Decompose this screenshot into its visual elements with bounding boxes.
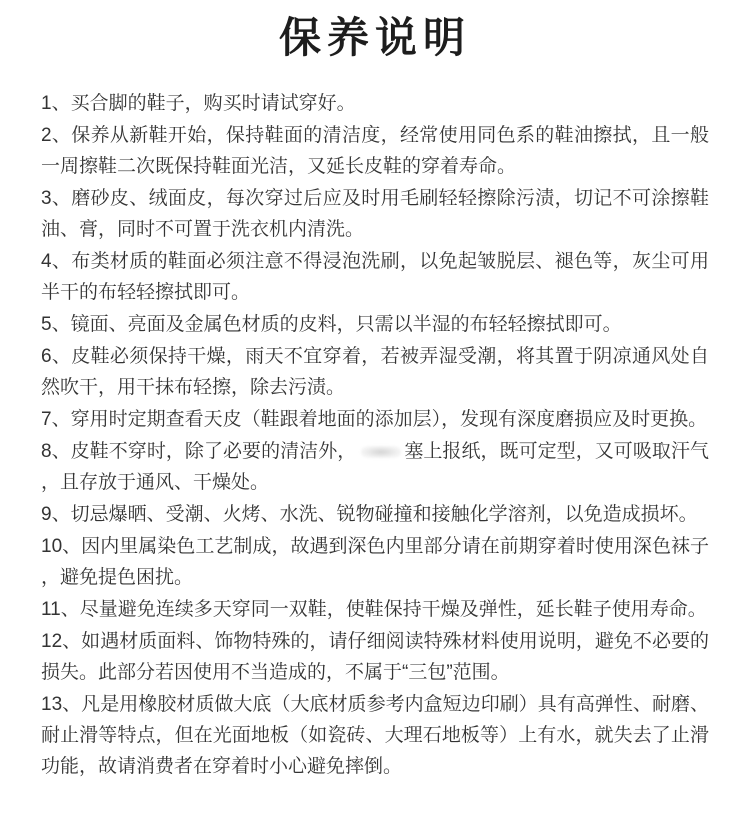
erased-word-smudge <box>361 446 401 458</box>
care-item-7: 7、穿用时定期查看天皮（鞋跟着地面的添加层），发现有深度磨损应及时更换。 <box>41 409 708 430</box>
care-item-11: 11、尽量避免连续多天穿同一双鞋，使鞋保持干燥及弹性，延长鞋子使用寿命。 <box>41 599 707 620</box>
care-item-3: 3、磨砂皮、绒面皮，每次穿过后应及时用毛刷轻轻擦除污渍，切记不可涂擦鞋油、膏，同时不可置于洗衣机内清洗。 <box>41 188 709 240</box>
care-item-5: 5、镜面、亮面及金属色材质的皮料，只需以半湿的布轻轻擦拭即可。 <box>41 314 622 335</box>
care-instructions-list <box>0 62 750 782</box>
care-item-13: 13、凡是用橡胶材质做大底（大底材质参考内盒短边印刷）具有高弹性、耐磨、耐止滑等特点，但在光面地板（如瓷砖、大理石地板等）上有水，就失去了止滑功能，故请消费者在穿着时小心避免摔倒。 <box>41 694 709 777</box>
care-item-8-text-after: 塞上报纸，既可定型，又可吸取汗气，且存放于通风、干燥处。 <box>41 441 709 493</box>
care-item-8-text-before: 8、皮鞋不穿时，除了必要的清洁外， <box>41 441 357 462</box>
care-item-10: 10、因内里属染色工艺制成，故遇到深色内里部分请在前期穿着时使用深色袜子，避免提色困扰。 <box>41 536 709 588</box>
care-item-6: 6、皮鞋必须保持干燥，雨天不宜穿着，若被弄湿受潮，将其置于阴凉通风处自然吹干，用干抹布轻擦，除去污渍。 <box>41 346 709 398</box>
care-item-8 <box>41 436 709 498</box>
care-item-9: 9、切忌爆晒、受潮、火烤、水洗、锐物碰撞和接触化学溶剂，以免造成损坏。 <box>41 504 698 525</box>
care-item-12: 12、如遇材质面料、饰物特殊的，请仔细阅读特殊材料使用说明，避免不必要的损失。此部分若因使用不当造成的，不属于“三包”范围。 <box>41 631 709 683</box>
page-title: 保养说明 <box>278 14 471 61</box>
care-item-2: 2、保养从新鞋开始，保持鞋面的清洁度，经常使用同色系的鞋油擦拭，且一般一周擦鞋二次既保持鞋面光洁，又延长皮鞋的穿着寿命。 <box>41 125 709 177</box>
care-item-4: 4、布类材质的鞋面必须注意不得浸泡洗刷，以免起皱脱层、褪色等，灰尘可用半干的布轻轻擦拭即可。 <box>41 251 709 303</box>
care-item-1: 1、买合脚的鞋子，购买时请试穿好。 <box>41 93 356 114</box>
